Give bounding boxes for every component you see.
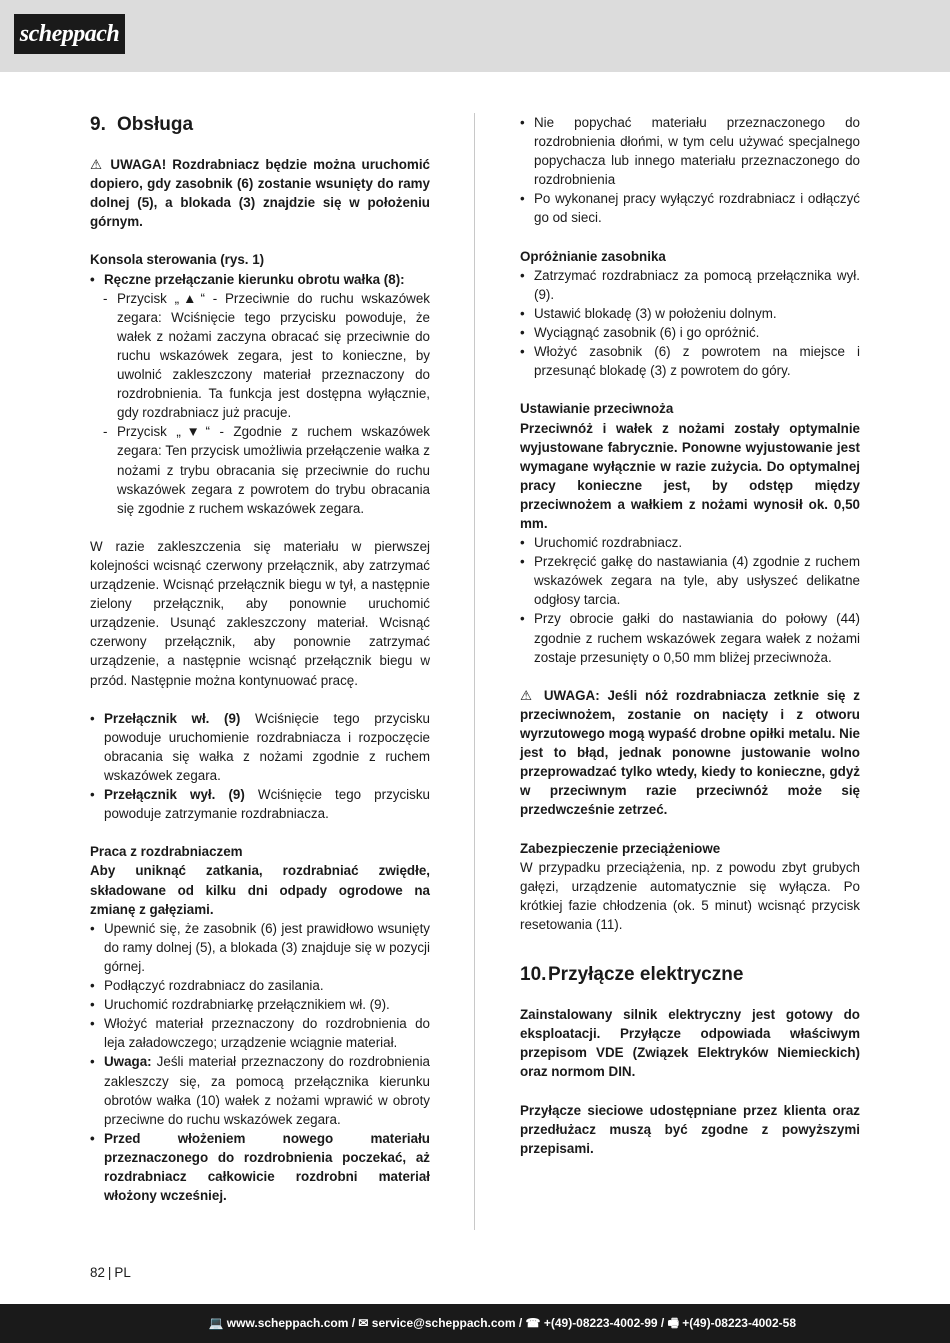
list-item: - Przycisk „▼“ - Zgodnie z ruchem wskazówek zegara: Ten przycisk umożliwia przełączenie wałka z nożami z trybu obracania się przeciwnie do ruchu wskazówek zegara z powrotem do trybu obracania się zgodnie z ruchem wskazówek zegara. [103,422,430,517]
left-column [90,113,430,1205]
list-item: • Przed włożeniem nowego materiału przeznaczonego do rozdrobnienia poczekać, aż rozdrabniacz całkowicie rozdrobni materiał włożony wcześniej. [90,1129,430,1205]
contact-line: 💻 www.scheppach.com / ✉ service@scheppach.com / ☎ +(49)-08223-4002-99 / 🖷 +(49)-08223-4002-58 [208,1316,796,1330]
list-item: • Nie popychać materiału przeznaczonego do rozdrobnienia dłońmi, w tym celu używać specjalnego popychacza lub innego materiału przeznaczonego do rozdrobnienia [520,113,860,189]
list-item: • Ustawić blokadę (3) w położeniu dolnym. [520,304,860,323]
direction-list [90,289,430,518]
list-item: • Przełącznik wył. (9) Wciśnięcie tego przycisku powoduje zatrzymanie rozdrabniacza. [90,785,430,823]
list-item: • Przekręcić gałkę do nastawiania (4) zgodnie z ruchem wskazówek zegara na tyle, aby usłyszeć delikatne odgłosy tarcia. [520,552,860,609]
warning-paragraph: ⚠ UWAGA! Rozdrabniacz będzie można uruchomić dopiero, gdy zasobnik (6) zostanie wsunięty do ramy dolnej (5), a blokada (3) znajdzie się w położeniu górnym. [90,157,430,230]
section-title-electrical: 10.Przyłącze elektryczne [520,964,744,986]
jam-paragraph: W razie zakleszczenia się materiału w pierwszej kolejności wcisnąć czerwony przełącznik, aby zatrzymać urządzenie. Wcisnąć przełącznik biegu w tył, a następnie zielony przełącznik, aby ponownie uruchomić urządzenie. Usunąć zakleszczony materiał. Wcisnąć czerwony przełącznik, aby ponownie zatrzymać urządzenie, a następnie wcisnąć przełącznik biegu w przód. Następnie można kontynuować pracę. [90,538,430,688]
work-intro: Aby uniknąć zatkania, rozdrabniać zwiędłe, składowane od kilku dni odpady ogrodowe na zmianę z gałęziami. [90,863,430,917]
page-header [0,0,950,72]
switch-list [90,709,430,824]
contact-footer [0,1304,950,1343]
list-item: - Przycisk „▲“ - Przeciwnie do ruchu wskazówek zegara: Wciśnięcie tego przycisku powoduje, że wałek z nożami zaczyna obracać się przeciwnie do ruchu wskazówek zegara, jest to konieczne, by uwolnić zakleszczony materiał przeznaczony do rozdrobnienia. Ta funkcja jest dostępna wyłącznie, gdy rozdrabniacz już pracuje. [103,289,430,423]
counter-blade-list [520,533,860,667]
column-divider [474,113,475,1230]
overload-text: W przypadku przeciążenia, np. z powodu zbyt grubych gałęzi, urządzenie automatycznie się wyłącza. Po krótkiej fazie chłodzenia (ok. 5 minut) wcisnąć przycisk resetowania (11). [520,859,860,932]
list-item: • Włożyć materiał przeznaczony do rozdrobnienia do leja załadowczego; urządzenie wciągnie materiał. [90,1014,430,1052]
console-list [90,270,430,289]
list-item: • Uruchomić rozdrabniarkę przełącznikiem wł. (9). [90,995,430,1014]
list-item: • Podłączyć rozdrabniacz do zasilania. [90,976,430,995]
list-item: • Przy obrocie gałki do nastawiania do połowy (44) zgodnie z ruchem wskazówek zegara wałek z nożami zostaje przesunięty o 0,50 mm bliżej przeciwnoża. [520,609,860,666]
list-item: • Przełącznik wł. (9) Wciśnięcie tego przycisku powoduje uruchomienie rozdrabniacza i rozpoczęcie obracania się wałka z nożami zgodnie z ruchem wskazówek zegara. [90,709,430,785]
work-heading: Praca z rozdrabniaczem [90,844,243,860]
top-list [520,113,860,228]
counter-blade-heading: Ustawianie przeciwnoża [520,401,674,417]
list-item: • Upewnić się, że zasobnik (6) jest prawidłowo wsunięty do ramy dolnej (5), a blokada (3) znajduje się w pozycji górnej. [90,919,430,976]
list-item: • Po wykonanej pracy wyłączyć rozdrabniacz i odłączyć go od sieci. [520,189,860,227]
right-column [520,113,860,1158]
list-item: • Uruchomić rozdrabniacz. [520,533,860,552]
overload-heading: Zabezpieczenie przeciążeniowe [520,840,721,856]
page-number: 82 | PL [90,1265,131,1280]
warning-icon: ⚠ [90,157,105,172]
empty-list [520,266,860,381]
list-item: • Uwaga: Jeśli materiał przeznaczony do rozdrobnienia zakleszczy się, za pomocą przełącznika kierunku obrotów wałka (10) wałek z nożami wprawić w obroty przeciwne do ruchu wskazówek zegara. [90,1052,430,1128]
electrical-paragraph-2: Przyłącze sieciowe udostępniane przez klienta oraz przedłużacz muszą być zgodne z powyższymi przepisami. [520,1102,860,1156]
warning-icon: ⚠ [520,687,537,703]
counter-blade-intro: Przeciwnóż i wałek z nożami zostały optymalnie wyjustowane fabrycznie. Ponowne wyjustowanie jest wymagane wyłącznie w razie zużycia. Do optymalnej pracy konieczne jest, by odstęp między przeciwnożem a wałkiem z nożami wynosił ok. 0,50 mm. [520,420,860,531]
warning-paragraph-2: ⚠ UWAGA: Jeśli nóż rozdrabniacza zetknie się z przeciwnożem, zostanie on nacięty i z otworu wyrzutowego mogą wypaść drobne opiłki metalu. Nie jest to błąd, jednak ponowne justowanie wolno przeprowadzać tylko wtedy, kiedy to konieczne, gdyż w przeciwnym razie przeciwnóż może się przedwcześnie zetrzeć. [520,687,860,818]
empty-heading: Opróżnianie zasobnika [520,248,666,264]
list-item: • Zatrzymać rozdrabniacz za pomocą przełącznika wył. (9). [520,266,860,304]
list-item: • Wyciągnąć zasobnik (6) i go opróżnić. [520,323,860,342]
electrical-paragraph-1: Zainstalowany silnik elektryczny jest gotowy do eksploatacji. Przyłącze odpowiada właściwym przepisom VDE (Związek Elektryków Niemieckich) oraz normom DIN. [520,1007,860,1080]
section-title-operation: 9. Obsługa [90,114,194,135]
list-item: • Włożyć zasobnik (6) z powrotem na miejsce i przesunąć blokadę (3) z powrotem do góry. [520,342,860,380]
console-heading: Konsola sterowania (rys. 1) [90,252,265,268]
brand-logo: scheppach [14,14,125,54]
work-list [90,919,430,1205]
list-item: • Ręczne przełączanie kierunku obrotu wałka (8): [90,270,430,289]
